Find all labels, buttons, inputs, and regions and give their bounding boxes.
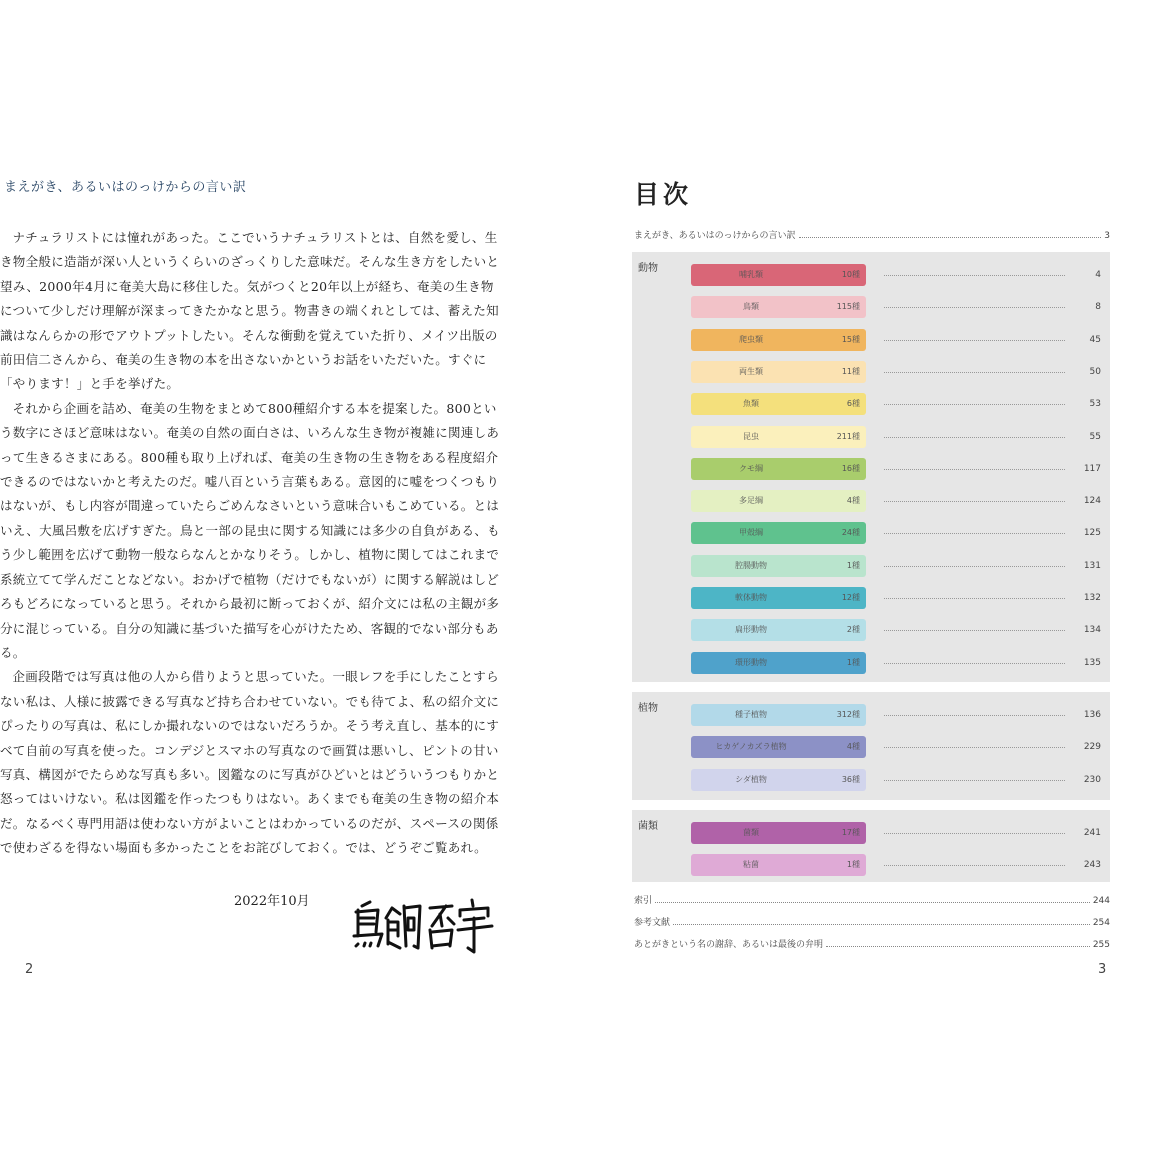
leader-dots (826, 946, 1090, 947)
toc-page-number: 8 (1095, 302, 1101, 313)
leader-dots (884, 630, 1065, 631)
toc-row[interactable] (691, 522, 1101, 544)
category-name: 菌類 (743, 828, 759, 837)
toc-page-number: 136 (1083, 710, 1101, 720)
category-name: 多足綱 (739, 496, 763, 506)
toc-entry-references[interactable] (634, 915, 1110, 928)
author-signature (348, 896, 498, 960)
category-pill (691, 393, 866, 415)
category-pill (691, 490, 866, 512)
toc-group (632, 692, 1110, 800)
leader-dots (884, 469, 1065, 470)
species-count: 17種 (841, 828, 860, 837)
toc-entry-index[interactable] (634, 893, 1110, 906)
right-page (560, 0, 1150, 1150)
page-number: 2 (25, 962, 34, 977)
toc-page-number: 134 (1083, 625, 1101, 636)
toc-entry-preface[interactable] (634, 228, 1110, 241)
preface-paragraph: それから企画を詰め、奄美の生物をまとめて800種紹介する本を提案した。800という数字にさほど意味はない。奄美の自然の面白さは、いろんな生き物が複雑に関連しあって生きるさまにある。800種も取り上げれば、奄美の生き物の生き物をある程度紹介できるのではないかと考えたのだ。嘘八百という言葉もある。意図的に嘘をつくつもりはないが、もし内容が間違っていたらごめんなさいという意味合いもこめている。とはいえ、大風呂敷を広げすぎた。鳥と一部の昆虫に関する知識には多少の自負がある、もう少し範囲を広げて動物一般ならなんとかなりそう。しかし、植物に関してはこれまで系統立てて学んだことなどない。おかげで植物（だけでもないが）に関する解説はしどろもどろになっていると思う。それから最初に断っておくが、紹介文には私の主観が多分に混じっている。自分の知識に基づいた描写を心がけたため、客観的でない部分もある。 (0, 400, 500, 660)
toc-row[interactable] (691, 769, 1101, 791)
category-name: 鳥類 (743, 302, 759, 312)
leader-dots (673, 924, 1090, 925)
species-count: 11種 (841, 366, 860, 376)
preface-heading: まえがき、あるいはのっけからの言い訳 (4, 180, 247, 195)
toc-row[interactable] (691, 393, 1101, 415)
toc-row[interactable] (691, 458, 1101, 480)
page-number: 3 (1098, 962, 1107, 977)
toc-group-label: 植物 (638, 703, 658, 714)
category-name: 哺乳類 (739, 270, 763, 279)
category-pill (691, 704, 866, 726)
leader-dots (884, 501, 1065, 502)
category-pill (691, 587, 866, 609)
toc-row[interactable] (691, 555, 1101, 577)
leader-dots (799, 237, 1102, 238)
toc-row[interactable] (691, 619, 1101, 641)
toc-row[interactable] (691, 704, 1101, 726)
category-name: 軟体動物 (735, 593, 767, 602)
toc-entry-page: 254 (1092, 918, 1110, 928)
category-pill (691, 296, 866, 318)
category-pill (691, 555, 866, 577)
toc-row[interactable] (691, 426, 1101, 448)
toc-group-label: 動物 (638, 263, 658, 274)
species-count: 1種 (846, 860, 860, 870)
toc-page-number: 124 (1083, 496, 1101, 507)
category-pill (691, 652, 866, 674)
category-name: 扁形動物 (735, 625, 767, 635)
toc-page-number: 117 (1083, 463, 1101, 474)
left-page (0, 0, 560, 1150)
signature-image (348, 896, 498, 956)
toc-row[interactable] (691, 652, 1101, 674)
toc-group (632, 810, 1110, 882)
preface-paragraph: ナチュラリストには憧れがあった。ここでいうナチュラリストとは、自然を愛し、生き物全般に造詣が深い人というくらいのざっくりした意味だ。そんな生き方をしたいと望み、2000年4月に奄美大島に移住した。気がつくと20年以上が経ち、奄美の生き物について少しだけ理解が深まってきたかなと思う。物書きの端くれとしては、蓄えた知識はなんらかの形でアウトプットしたい。そんな衝動を覚えていた折り、メイツ出版の前田信二さんから、奄美の生き物の本を出さないかというお話をいただいた。すぐに「やります！」と手を挙げた。 (0, 230, 500, 392)
category-name: シダ植物 (735, 774, 767, 784)
toc-entry-afterword[interactable] (634, 937, 1110, 950)
category-pill (691, 426, 866, 448)
leader-dots (884, 833, 1065, 834)
toc-entry-label: あとがきという名の謝辞、あるいは最後の弁明 (634, 940, 824, 950)
species-count: 2種 (846, 625, 860, 635)
toc-entry-label: 索引 (634, 896, 653, 906)
preface-date: 2022年10月 (234, 894, 310, 909)
leader-dots (884, 372, 1065, 373)
leader-dots (655, 902, 1090, 903)
category-pill (691, 769, 866, 791)
species-count: 36種 (841, 774, 860, 784)
toc-row[interactable] (691, 822, 1101, 844)
toc-title: 目次 (634, 180, 693, 209)
category-pill (691, 458, 866, 480)
category-pill (691, 822, 866, 844)
leader-dots (884, 437, 1065, 438)
toc-entry-label: まえがき、あるいはのっけからの言い訳 (634, 231, 796, 241)
leader-dots (884, 533, 1065, 534)
leader-dots (884, 780, 1065, 781)
toc-row[interactable] (691, 329, 1101, 351)
toc-group-label: 菌類 (638, 821, 658, 832)
toc-page-number: 55 (1089, 431, 1101, 442)
toc-page-number: 230 (1083, 774, 1101, 785)
leader-dots (884, 715, 1065, 716)
category-name: 種子植物 (735, 710, 767, 719)
species-count: 4種 (846, 496, 860, 506)
preface-paragraph: 企画段階では写真は他の人から借りようと思っていた。一眼レフを手にしたことすらない私は、人様に披露できる写真など持ち合わせていない。でも待てよ、私の紹介文にぴったりの写真は、私にしか撮れないのではないだろうか。そう考え直し、基本的にすべて自前の写真を使った。コンデジとスマホの写真なので画質は悪いし、ピントの甘い写真、構図がでたらめな写真も多い。図鑑なのに写真がひどいとはどういうつもりかと怒ってはいけない。私は図鑑を作ったつもりはない。あくまでも奄美の生き物の紹介本だ。なるべく専門用語は使わない方がよいことはわかっているのだが、スペースの関係で使わざるを得ない場面も多かったことをお詫びしておく。では、どうぞご覧あれ。 (0, 669, 500, 856)
species-count: 12種 (841, 593, 860, 602)
toc-page-number: 243 (1083, 860, 1101, 871)
species-count: 1種 (846, 560, 860, 570)
toc-page-number: 135 (1083, 657, 1101, 668)
toc-row[interactable] (691, 490, 1101, 512)
species-count: 16種 (841, 463, 860, 473)
category-pill (691, 329, 866, 351)
species-count: 4種 (846, 742, 860, 752)
toc-page-number: 45 (1089, 334, 1101, 345)
leader-dots (884, 275, 1065, 276)
species-count: 6種 (846, 399, 860, 409)
category-name: 魚類 (743, 399, 759, 409)
toc-page-number: 125 (1083, 528, 1101, 539)
species-count: 115種 (836, 302, 860, 312)
species-count: 15種 (841, 334, 860, 344)
toc-page-number: 229 (1083, 742, 1101, 753)
toc-page-number: 131 (1083, 560, 1101, 571)
preface-body (0, 226, 506, 861)
category-name: 爬虫類 (739, 334, 763, 344)
leader-dots (884, 747, 1065, 748)
toc-entry-page: 255 (1092, 940, 1110, 950)
category-name: クモ綱 (739, 463, 763, 473)
toc-page-number: 241 (1083, 828, 1101, 838)
species-count: 211種 (836, 431, 860, 441)
category-pill (691, 619, 866, 641)
category-name: ヒカゲノカズラ植物 (715, 742, 787, 752)
category-name: 甲殻綱 (739, 528, 763, 538)
toc-page-number: 53 (1089, 399, 1101, 410)
category-pill (691, 361, 866, 383)
toc-row[interactable] (691, 264, 1101, 286)
category-name: 腔腸動物 (735, 560, 767, 570)
species-count: 312種 (836, 710, 860, 719)
category-name: 昆虫 (743, 431, 759, 441)
leader-dots (884, 307, 1065, 308)
category-pill (691, 854, 866, 876)
species-count: 10種 (841, 270, 860, 279)
toc-row[interactable] (691, 854, 1101, 876)
toc-row[interactable] (691, 587, 1101, 609)
category-name: 両生類 (739, 366, 763, 376)
leader-dots (884, 566, 1065, 567)
toc-row[interactable] (691, 296, 1101, 318)
toc-row[interactable] (691, 736, 1101, 758)
leader-dots (884, 404, 1065, 405)
toc-entry-page: 3 (1104, 231, 1110, 241)
leader-dots (884, 663, 1065, 664)
category-name: 環形動物 (735, 657, 767, 667)
toc-group (632, 252, 1110, 682)
category-name: 粘菌 (743, 860, 759, 870)
category-pill (691, 736, 866, 758)
leader-dots (884, 598, 1065, 599)
leader-dots (884, 340, 1065, 341)
leader-dots (884, 865, 1065, 866)
toc-row[interactable] (691, 361, 1101, 383)
toc-entry-label: 参考文献 (634, 918, 671, 928)
category-pill (691, 522, 866, 544)
species-count: 24種 (841, 528, 860, 538)
toc-page-number: 4 (1095, 270, 1101, 280)
toc-entry-page: 244 (1092, 896, 1110, 906)
category-pill (691, 264, 866, 286)
toc-page-number: 50 (1089, 366, 1101, 377)
toc-page-number: 132 (1083, 593, 1101, 603)
species-count: 1種 (846, 657, 860, 667)
